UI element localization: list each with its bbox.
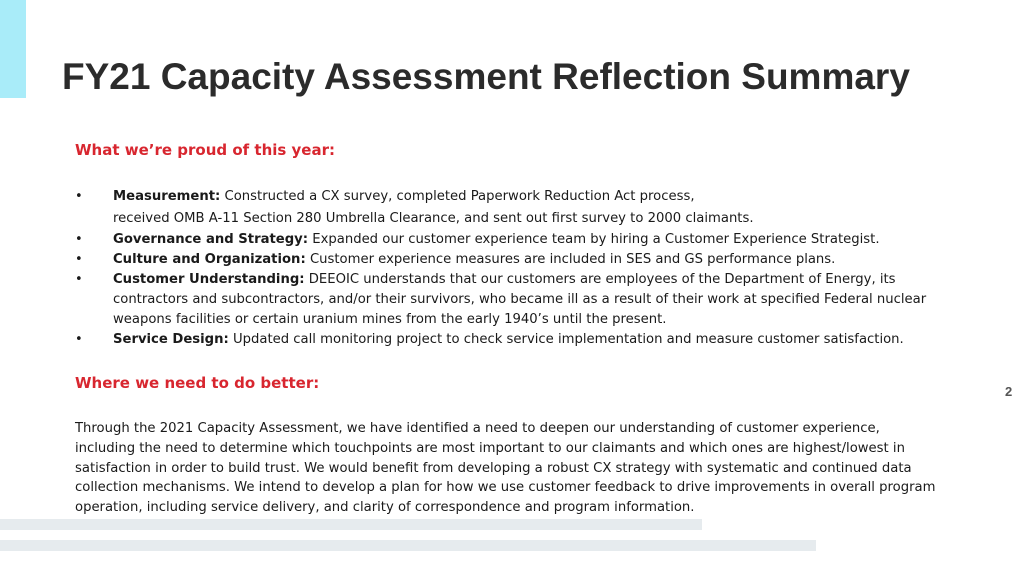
bullet-label: Governance and Strategy:: [113, 232, 309, 247]
better-paragraph: Through the 2021 Capacity Assessment, we have identified a need to deepen our understanding of customer experience, including the need to determine which touchpoints are most important to our claimants and which ones are highest/lowest in satisfaction in order to build trust. We would benefit from developing a robust CX strategy with systematic and continued data collection mechanisms. We intend to develop a plan for how we use customer feedback to drive improvements in overall program operation, including service delivery, and clarity of correspondence and program information.: [75, 421, 936, 516]
bullet-dot-icon: •: [75, 189, 83, 204]
bullet-label: Service Design:: [113, 332, 229, 347]
bullet-text: Customer experience measures are included in SES and GS performance plans.: [309, 252, 836, 267]
bullet-text: Expanded our customer experience team by hiring a Customer Experience Strategist.: [312, 232, 880, 247]
list-item-customer-understanding: [75, 270, 945, 330]
list-item-culture: [75, 250, 945, 270]
bullet-label: Culture and Organization:: [113, 252, 306, 267]
bullet-text: Constructed a CX survey, completed Paperwork Reduction Act process,: [224, 189, 695, 204]
page-number: 2: [1005, 384, 1013, 399]
list-item-governance: [75, 230, 945, 250]
bullet-dot-icon: •: [75, 232, 83, 247]
bullet-dot-icon: •: [75, 252, 83, 267]
better-heading: Where we need to do better:: [75, 374, 320, 392]
bullet-label: Customer Understanding:: [113, 272, 305, 287]
bullet-text: Updated call monitoring project to check service implementation and measure customer satisfaction.: [232, 332, 904, 347]
list-item-service-design: [75, 330, 945, 350]
bullet-text-continued: received OMB A-11 Section 280 Umbrella Clearance, and sent out first survey to 2000 claimants.: [113, 211, 754, 226]
bullet-dot-icon: •: [75, 332, 83, 347]
proud-heading: What we’re proud of this year:: [75, 141, 336, 159]
proud-list: [75, 187, 945, 350]
accent-bar: [0, 0, 26, 98]
list-item-measurement: [75, 187, 945, 229]
bullet-dot-icon: •: [75, 272, 83, 287]
slide-title: FY21 Capacity Assessment Reflection Summary: [62, 56, 910, 97]
bullet-text: DEEOIC understands that our customers are employees of the Department of Energy, its contractors and subcontractors, and/or their survivors, who became ill as a result of their work at specified Federal nuclear weapons facilities or certain uranium mines from the early 1940’s until the present.: [113, 272, 927, 327]
footer-divider: [0, 540, 816, 551]
bullet-label: Measurement:: [113, 189, 221, 204]
footer-divider: [0, 519, 702, 530]
